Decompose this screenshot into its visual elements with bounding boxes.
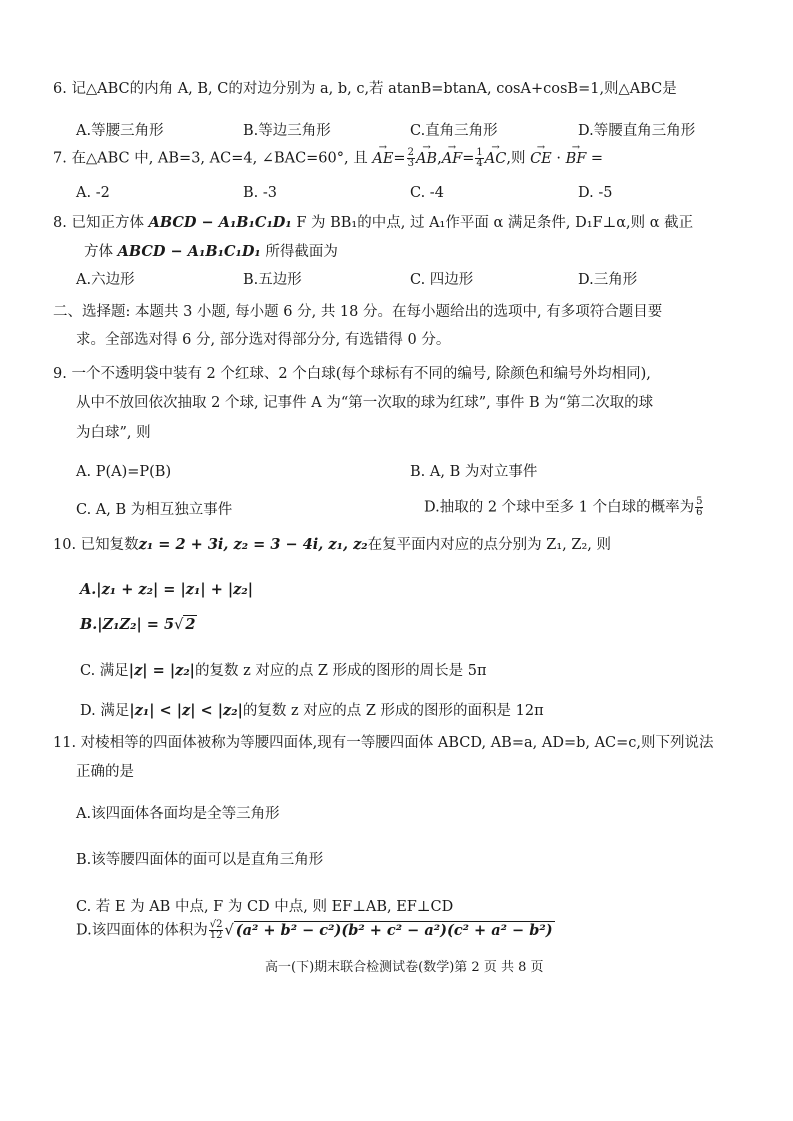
q10-stem-math: z₁ = 2 + 3i, z₂ = 3 − 4i, z₁, z₂: [138, 536, 368, 553]
q9-option-d-text: D.抽取的 2 个球中至多 1 个白球的概率为: [424, 499, 695, 516]
q7-eq2: =: [462, 150, 475, 167]
q7-option-c: C. -4: [410, 185, 444, 201]
q7-prefix: 7. 在△ABC 中, AB=3, AC=4, ∠BAC=60°, 且: [53, 150, 368, 167]
q10-option-c-math: |z| = |z₂|: [128, 662, 195, 679]
q8-line1-a: 8. 已知正方体: [53, 215, 144, 231]
q7-eq1: =: [393, 150, 406, 167]
q9-line2: 从中不放回依次抽取 2 个球, 记事件 A 为“第一次取的球为红球”, 事件 B 为“第二次取的球: [76, 395, 654, 411]
q9d-num: 5: [696, 496, 703, 507]
q8-option-c: C. 四边形: [410, 272, 474, 288]
q6-option-a: A.等腰三角形: [76, 123, 164, 139]
q8-cube-1: ABCD − A₁B₁C₁D₁: [148, 214, 292, 231]
vector-ae: → AE: [372, 149, 393, 169]
q10-option-b-text: B.|Z₁Z₂| = 5: [80, 616, 175, 633]
vector-ab: → AB: [416, 149, 437, 169]
q10-option-c: [80, 661, 486, 681]
q6-stem: 6. 记△ABC的内角 A, B, C的对边分别为 a, b, c,若 atanB=btanA, cosA+cosB=1,则△ABC是: [53, 81, 677, 97]
q10-option-c-b: 的复数 z 对应的点 Z 形成的图形的周长是 5π: [194, 663, 487, 679]
q10-option-d-a: D. 满足: [80, 703, 130, 719]
fraction-two-thirds: [407, 148, 415, 169]
q11-option-d-text: D.该四面体的体积为: [76, 922, 208, 939]
q11-option-a: A.该四面体各面均是全等三角形: [76, 806, 280, 822]
q10-option-c-a: C. 满足: [80, 663, 129, 679]
q8-line2: [84, 242, 338, 262]
vector-bf: → BF: [566, 149, 587, 169]
q9-line1: 9. 一个不透明袋中装有 2 个红球、2 个白球(每个球标有不同的编号, 除颜色和编号外均相同),: [53, 366, 651, 382]
sqrt-sign-2: √: [224, 922, 234, 939]
q6-option-b: B.等边三角形: [243, 123, 331, 139]
section2-line2: 求。全部选对得 6 分, 部分选对得部分分, 有选错得 0 分。: [76, 332, 451, 348]
q10-stem-a: 10. 已知复数: [53, 537, 139, 553]
q11-option-c: C. 若 E 为 AB 中点, F 为 CD 中点, 则 EF⊥AB, EF⊥CD: [76, 899, 454, 915]
q6-option-d: D.等腰直角三角形: [578, 123, 696, 139]
q10-option-d: [80, 701, 544, 721]
frac2-num: 1: [476, 147, 483, 158]
vector-ac: → AC: [485, 149, 507, 169]
fraction-one-quarter: [475, 148, 483, 169]
q10-option-b: [80, 615, 197, 635]
vector-ce: → CE: [530, 149, 552, 169]
q11-option-d: [76, 920, 555, 941]
q9-option-d: [424, 497, 704, 518]
q7-stem: [53, 148, 603, 169]
q10-stem-b: 在复平面内对应的点分别为 Z₁, Z₂, 则: [367, 537, 611, 553]
q8-option-a: A.六边形: [76, 272, 135, 288]
q11d-den: 12: [209, 930, 223, 941]
q7-then: ,则: [506, 150, 526, 167]
q9-option-a: A. P(A)=P(B): [76, 464, 172, 480]
q10-option-b-radicand: 2: [185, 616, 196, 633]
q10-option-a: A.|z₁ + z₂| = |z₁| + |z₂|: [80, 581, 254, 598]
page-footer: 高一(下)期末联合检测试卷(数学)第 2 页 共 8 页: [265, 960, 544, 975]
q10-option-d-b: 的复数 z 对应的点 Z 形成的图形的面积是 12π: [242, 703, 544, 719]
q11-option-b: B.该等腰四面体的面可以是直角三角形: [76, 852, 324, 868]
q8-line2-a: 方体: [84, 244, 113, 260]
q8-cube-2: ABCD − A₁B₁C₁D₁: [117, 243, 261, 260]
q8-line2-b: 所得截面为: [265, 244, 338, 260]
vector-af: → AF: [442, 149, 463, 169]
q9d-den: 6: [696, 507, 703, 518]
q11-line2: 正确的是: [76, 764, 134, 780]
q7-option-b: B. -3: [243, 185, 277, 201]
q8-line1: [53, 213, 693, 233]
q7-option-a: A. -2: [76, 185, 110, 201]
q8-option-b: B.五边形: [243, 272, 302, 288]
frac1-num: 2: [407, 147, 414, 158]
q7-dot: ·: [556, 150, 561, 167]
q7-option-d: D. -5: [578, 185, 613, 201]
q10-stem: [53, 535, 611, 555]
frac2-den: 4: [476, 158, 483, 169]
q7-comma: ,: [437, 150, 442, 167]
fraction-sqrt2-over-12: [209, 920, 224, 941]
q9-line3: 为白球”, 则: [76, 425, 151, 441]
q9-option-c: C. A, B 为相互独立事件: [76, 502, 233, 518]
q8-line1-b: F 为 BB₁的中点, 过 A₁作平面 α 满足条件, D₁F⊥α,则 α 截正: [296, 215, 694, 231]
q11d-num: √2: [209, 919, 223, 930]
q8-option-d: D.三角形: [578, 272, 638, 288]
fraction-five-sixths: [695, 497, 703, 518]
q7-tail: =: [590, 150, 604, 167]
frac1-den: 3: [407, 158, 414, 169]
q11-option-d-radicand: (a² + b² − c²)(b² + c² − a²)(c² + a² − b²): [235, 921, 553, 939]
q11-line1: 11. 对棱相等的四面体被称为等腰四面体,现有一等腰四面体 ABCD, AB=a, AD=b, AC=c,则下列说法: [53, 735, 714, 751]
q10-option-d-math: |z₁| < |z| < |z₂|: [129, 702, 243, 719]
sqrt-sign: √: [174, 617, 184, 633]
q6-option-c: C.直角三角形: [410, 123, 498, 139]
q9-option-b: B. A, B 为对立事件: [410, 464, 538, 480]
section2-line1: 二、选择题: 本题共 3 小题, 每小题 6 分, 共 18 分。在每小题给出的选项中, 有多项符合题目要: [53, 304, 663, 320]
